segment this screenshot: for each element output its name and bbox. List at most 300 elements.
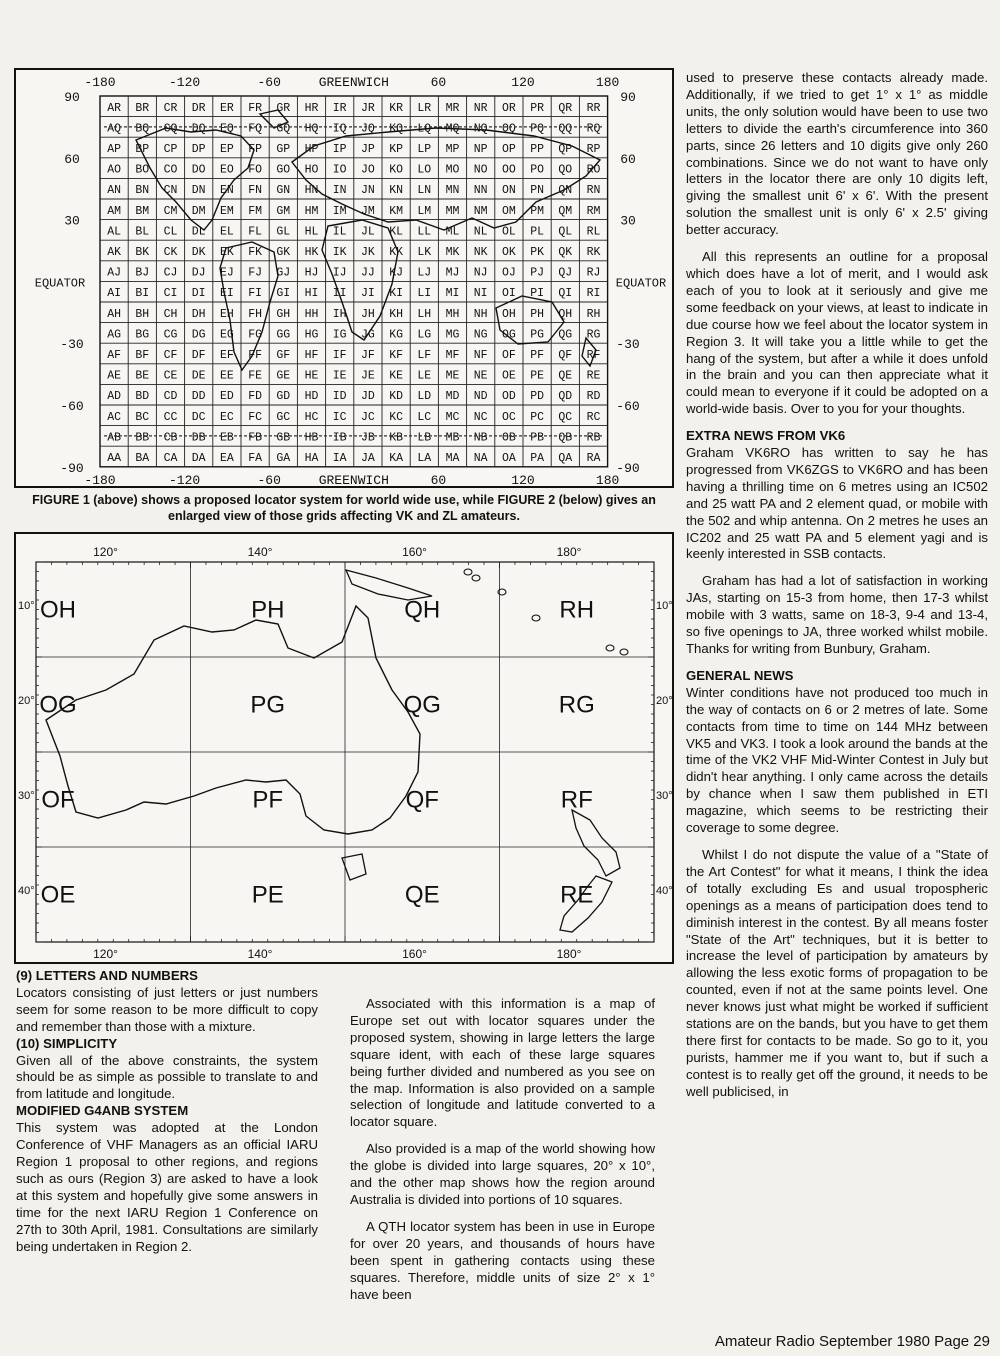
grid-cell-label: RR xyxy=(586,101,601,115)
grid-cell-label: GM xyxy=(276,204,291,218)
grid-cell-label: LC xyxy=(417,410,432,424)
bottom-longitude-label: 120 xyxy=(511,472,535,488)
para-whilst: Whilst I do not dispute the value of a "State of the Art Contest" for what it means, I think the idea of totally excluding Es and usual tropospheric openings as a means of participation does tend to diminish interest in the contest. By all means foster "State of the Art" techniques, but it is better to increase the level of participation by amateurs by allowing the less exotic forms of propagation to be counted, even if not at the same points level. One never knows just what might be worked if sufficient stations are on the bands, but you have to get them there first for contacts to be made. So go to it, you purists, hammer me if you want to, but if such a contest is to really get off the ground, it needs to be well publicised, in xyxy=(686,846,988,1099)
top-longitude-label: 180 xyxy=(595,75,620,90)
grid-cell-label: LF xyxy=(417,349,432,362)
para-graham-vk6ro: Graham VK6RO has written to say he has progressed from VK6ZGS to VK6RO and has been having a thrilling time on 6 metres using an IC502 and 25 watt PA and 2 element quad, or mobile with the 502 and whip antenna. On 2 metres he uses an IC202 and 25 watt PA and 5 element yagi and is keenly interested in SSB contacts. xyxy=(686,445,988,562)
locator-square-label: RF xyxy=(560,786,593,814)
grid-cell-label: HA xyxy=(304,452,319,465)
right-latitude-label: -90 xyxy=(616,460,640,476)
grid-cell-label: QO xyxy=(558,163,573,177)
grid-cell-label: PR xyxy=(530,101,545,115)
grid-cell-label: RE xyxy=(586,369,601,383)
grid-cell-label: OA xyxy=(501,452,516,465)
grid-cell-label: LR xyxy=(417,101,432,115)
grid-cell-label: AL xyxy=(107,225,122,239)
grid-cell-label: QI xyxy=(558,287,573,301)
grid-cell-label: JG xyxy=(360,328,375,342)
grid-cell-label: EK xyxy=(219,246,234,259)
grid-cell-label: BQ xyxy=(135,122,150,136)
grid-cell-label: FM xyxy=(248,204,263,218)
grid-cell-label: LL xyxy=(417,225,432,239)
grid-cell-label: HD xyxy=(304,390,319,404)
grid-cell-label: HK xyxy=(304,246,319,259)
grid-cell-label: OK xyxy=(501,246,516,259)
australia-outline xyxy=(46,606,420,834)
grid-cell-label: GJ xyxy=(276,266,291,280)
grid-cell-label: LQ xyxy=(417,122,432,136)
grid-cell-label: CD xyxy=(163,390,178,404)
grid-cell-label: LM xyxy=(417,204,432,218)
grid-cell-label: FN xyxy=(248,184,263,198)
heading-general-news: GENERAL NEWS xyxy=(686,667,794,683)
locator-square-label: RE xyxy=(560,881,594,909)
locator-square-label: RH xyxy=(559,596,595,624)
grid-cell-label: BM xyxy=(135,204,150,218)
left-latitude-label: 40° xyxy=(18,884,35,897)
grid-cell-label: DK xyxy=(191,246,206,259)
grid-cell-label: IK xyxy=(332,246,347,259)
grid-cell-label: NK xyxy=(473,246,488,259)
grid-cell-label: PL xyxy=(530,225,545,239)
grid-cell-label: DN xyxy=(191,184,206,198)
grid-cell-label: LA xyxy=(417,452,432,465)
grid-cell-label: PN xyxy=(530,184,545,198)
grid-cell-label: MQ xyxy=(445,122,460,136)
grid-cell-label: ML xyxy=(445,225,460,239)
grid-cell-label: EI xyxy=(219,287,234,301)
locator-square-label: QG xyxy=(403,691,441,719)
grid-cell-label: FQ xyxy=(248,122,263,136)
grid-cell-label: RD xyxy=(586,390,601,404)
grid-cell-label: MG xyxy=(445,328,460,342)
grid-cell-label: FL xyxy=(248,225,263,239)
figure-1-world-locator-grid xyxy=(14,68,674,488)
grid-cell-label: LH xyxy=(417,307,432,321)
grid-cell-label: BR xyxy=(135,101,150,115)
grid-cell-label: JO xyxy=(360,163,375,177)
grid-cell-label: GP xyxy=(276,143,291,156)
left-latitude-label: 30 xyxy=(64,213,80,229)
locator-square-label: PE xyxy=(251,881,284,909)
column-2 xyxy=(350,996,655,1303)
bottom-longitude-label: 180 xyxy=(595,472,620,488)
top-longitude-label: GREENWICH xyxy=(318,75,389,90)
grid-cell-label: AN xyxy=(107,184,122,198)
grid-cell-label: BA xyxy=(135,452,150,465)
left-latitude-label: -60 xyxy=(60,399,84,414)
grid-cell-label: IJ xyxy=(332,266,347,280)
grid-cell-label: JI xyxy=(360,287,375,301)
bottom-longitude-label: 120° xyxy=(93,947,118,961)
grid-cell-label: FR xyxy=(248,101,263,115)
grid-cell-label: PB xyxy=(530,431,545,445)
grid-cell-label: LI xyxy=(417,287,432,301)
grid-cell-label: BD xyxy=(135,390,150,404)
grid-cell-label: RK xyxy=(586,246,601,259)
right-latitude-label: EQUATOR xyxy=(615,276,667,291)
grid-cell-label: CH xyxy=(163,307,178,321)
grid-cell-label: GL xyxy=(276,225,291,239)
grid-cell-label: EL xyxy=(219,225,234,239)
grid-cell-label: OH xyxy=(501,307,516,321)
grid-cell-label: QG xyxy=(558,328,573,342)
grid-cell-label: LE xyxy=(417,369,432,383)
heading-simplicity: (10) SIMPLICITY xyxy=(16,1035,118,1051)
grid-cell-label: PH xyxy=(530,307,545,321)
grid-cell-label: OR xyxy=(501,101,516,115)
grid-cell-label: GO xyxy=(276,163,291,177)
grid-cell-label: MB xyxy=(445,431,460,445)
grid-cell-label: IH xyxy=(332,307,347,321)
grid-cell-label: CQ xyxy=(163,122,178,136)
grid-cell-label: GB xyxy=(276,431,291,445)
grid-cell-label: IE xyxy=(332,369,347,383)
top-longitude-label: 60 xyxy=(430,75,447,90)
grid-cell-label: OI xyxy=(501,287,516,301)
grid-cell-label: FA xyxy=(248,452,263,465)
grid-cell-label: PI xyxy=(530,287,545,301)
grid-cell-label: RI xyxy=(586,287,601,301)
grid-cell-label: KH xyxy=(389,307,404,321)
grid-cell-label: CA xyxy=(163,452,178,465)
para-simplicity: Given all of the above constraints, the system should be as simple as possible to translate to and from latitude and longitude. xyxy=(16,1052,318,1102)
grid-cell-label: BO xyxy=(135,163,150,177)
nz-north-island xyxy=(572,810,620,876)
para-graham-ja: Graham has had a lot of satisfaction in working JAs, starting on 15-3 from home, then 17-3 whilst mobile with 3 watts, same on 18-3, 9-4 and 13-4, so five openings to JA, three worked whilst mobile. Thanks for writing from Bunbury, Graham. xyxy=(686,573,988,656)
grid-cell-label: JB xyxy=(360,431,375,445)
column-1 xyxy=(16,968,318,1255)
grid-cell-label: HL xyxy=(304,225,319,239)
grid-cell-label: CC xyxy=(163,410,178,424)
grid-cell-label: RL xyxy=(586,225,601,239)
grid-cell-label: RN xyxy=(586,184,601,198)
grid-cell-label: PQ xyxy=(530,122,545,136)
grid-cell-label: KO xyxy=(389,163,404,177)
grid-cell-label: KG xyxy=(389,328,404,342)
grid-cell-label: AH xyxy=(107,307,122,321)
grid-cell-label: MI xyxy=(445,287,460,301)
grid-cell-label: CN xyxy=(163,184,178,198)
grid-cell-label: FO xyxy=(248,163,263,177)
top-longitude-label: 120° xyxy=(93,545,118,559)
bottom-longitude-label: -120 xyxy=(168,472,201,488)
right-latitude-label: 30° xyxy=(656,789,673,802)
right-latitude-label: 60 xyxy=(620,151,636,167)
grid-cell-label: EP xyxy=(219,143,234,156)
grid-cell-label: QD xyxy=(558,390,573,404)
grid-cell-label: PC xyxy=(530,410,545,424)
grid-cell-label: GN xyxy=(276,184,291,198)
grid-cell-label: HG xyxy=(304,328,319,342)
grid-cell-label: RB xyxy=(586,431,601,445)
grid-cell-label: MD xyxy=(445,390,460,404)
grid-cell-label: LD xyxy=(417,390,432,404)
grid-cell-label: AK xyxy=(107,246,122,259)
grid-cell-label: IN xyxy=(332,184,347,198)
grid-cell-label: QP xyxy=(558,143,573,156)
grid-cell-label: MJ xyxy=(445,266,460,280)
figure-2-australia-grid xyxy=(14,532,674,964)
grid-cell-label: GQ xyxy=(276,122,291,136)
grid-cell-label: NL xyxy=(473,225,488,239)
grid-cell-label: KI xyxy=(389,287,404,301)
grid-cell-label: GE xyxy=(276,369,291,383)
grid-cell-label: OD xyxy=(501,390,516,404)
grid-cell-label: FH xyxy=(248,307,263,321)
grid-cell-label: OC xyxy=(501,410,516,424)
grid-cell-label: RO xyxy=(586,163,601,177)
grid-cell-label: DG xyxy=(191,328,206,342)
grid-cell-label: EQ xyxy=(219,122,234,136)
grid-cell-label: PO xyxy=(530,163,545,177)
world-grid-svg xyxy=(16,70,676,490)
right-latitude-label: 40° xyxy=(656,884,673,897)
grid-cell-label: DB xyxy=(191,431,206,445)
right-latitude-label: 90 xyxy=(620,90,636,105)
grid-cell-label: CL xyxy=(163,225,178,239)
grid-cell-label: HN xyxy=(304,184,319,198)
grid-cell-label: CK xyxy=(163,246,178,259)
figure-caption: FIGURE 1 (above) shows a proposed locator system for world wide use, while FIGURE 2 (below) gives an enlarged view of those grids affecting VK and ZL amateurs. xyxy=(32,493,656,523)
grid-cell-label: ME xyxy=(445,369,460,383)
grid-cell-label: IQ xyxy=(332,122,347,136)
grid-cell-label: IP xyxy=(332,143,347,156)
locator-square-label: QF xyxy=(405,786,439,814)
grid-cell-label: IF xyxy=(332,349,347,362)
grid-cell-label: JA xyxy=(360,452,375,465)
grid-cell-label: GK xyxy=(276,246,291,259)
grid-cell-label: EB xyxy=(219,431,234,445)
grid-cell-label: FG xyxy=(248,328,263,342)
grid-cell-label: HJ xyxy=(304,266,319,280)
top-longitude-label: -180 xyxy=(84,75,116,90)
grid-cell-label: ON xyxy=(501,184,516,198)
locator-square-label: QH xyxy=(404,596,441,624)
grid-cell-label: QQ xyxy=(558,122,573,136)
grid-cell-label: BN xyxy=(135,184,150,198)
grid-cell-label: HF xyxy=(304,349,319,362)
grid-cell-label: PD xyxy=(530,390,545,404)
grid-cell-label: CP xyxy=(163,143,178,156)
locator-square-label: OH xyxy=(40,596,76,624)
grid-cell-label: FJ xyxy=(248,266,263,280)
grid-cell-label: QJ xyxy=(558,266,573,280)
grid-cell-label: QK xyxy=(558,246,573,259)
grid-cell-label: GH xyxy=(276,307,291,321)
grid-cell-label: OM xyxy=(501,204,516,218)
grid-cell-label: NF xyxy=(473,349,488,362)
top-longitude-label: 180° xyxy=(556,545,582,559)
grid-cell-label: FI xyxy=(248,287,263,301)
grid-cell-label: EF xyxy=(219,349,234,362)
grid-cell-label: EA xyxy=(219,452,234,465)
grid-cell-label: JE xyxy=(360,369,375,383)
grid-cell-label: IM xyxy=(332,204,347,218)
grid-cell-label: HP xyxy=(304,143,319,156)
grid-cell-label: AJ xyxy=(107,266,122,280)
grid-cell-label: OL xyxy=(501,225,516,239)
grid-cell-label: BJ xyxy=(135,266,150,280)
grid-cell-label: EH xyxy=(219,307,234,321)
grid-cell-label: HH xyxy=(304,307,319,321)
grid-cell-label: LB xyxy=(417,431,432,445)
grid-cell-label: DQ xyxy=(191,122,206,136)
grid-cell-label: EC xyxy=(219,410,234,424)
locator-square-label: RG xyxy=(558,691,595,719)
grid-cell-label: HB xyxy=(304,431,319,445)
grid-cell-label: BL xyxy=(135,225,150,239)
grid-cell-label: DJ xyxy=(191,266,206,280)
grid-cell-label: IO xyxy=(332,163,347,177)
grid-cell-label: DF xyxy=(191,349,206,362)
grid-cell-label: KJ xyxy=(389,266,404,280)
grid-cell-label: EE xyxy=(219,369,234,383)
para-associated: Associated with this information is a map of Europe set out with locator squares under the proposed system, showing in large letters the large square ident, with each of these large squares being further divided and numbered as you see on the map. Information is also provided on a sample selection of longitude and latitude converted to a locator square. xyxy=(350,996,655,1130)
para-qth-locator: A QTH locator system has been in use in Europe for over 20 years, and thousands of hours have been spent in gathering contacts using these squares. Therefore, middle units of size 2° x 1° have been xyxy=(350,1218,655,1302)
grid-cell-label: KM xyxy=(389,204,404,218)
grid-cell-label: NB xyxy=(473,431,488,445)
grid-cell-label: CR xyxy=(163,101,178,115)
grid-cell-label: DI xyxy=(191,287,206,301)
bottom-longitude-label: 160° xyxy=(402,947,427,961)
grid-cell-label: QF xyxy=(558,349,573,362)
grid-cell-label: NN xyxy=(473,184,488,198)
grid-cell-label: AP xyxy=(107,143,122,156)
grid-cell-label: EG xyxy=(219,328,234,342)
grid-cell-label: II xyxy=(332,287,347,301)
grid-cell-label: JF xyxy=(360,349,375,362)
grid-cell-label: KR xyxy=(389,101,404,115)
grid-cell-label: IR xyxy=(332,101,347,115)
grid-cell-label: EJ xyxy=(219,266,234,280)
grid-cell-label: OE xyxy=(501,369,516,383)
grid-cell-label: JC xyxy=(360,410,375,424)
grid-cell-label: PG xyxy=(530,328,545,342)
heading-extra-news: EXTRA NEWS FROM VK6 xyxy=(686,428,846,444)
grid-cell-label: HO xyxy=(304,163,319,177)
grid-cell-label: BG xyxy=(135,328,150,342)
grid-cell-label: CJ xyxy=(163,266,178,280)
grid-cell-label: EO xyxy=(219,163,234,177)
grid-cell-label: GD xyxy=(276,390,291,404)
heading-letters-numbers: (9) LETTERS AND NUMBERS xyxy=(16,968,198,983)
grid-cell-label: GI xyxy=(276,287,291,301)
grid-cell-label: RH xyxy=(586,307,601,321)
grid-cell-label: KD xyxy=(389,390,404,404)
left-latitude-label: EQUATOR xyxy=(34,276,86,291)
left-latitude-label: 90 xyxy=(64,90,80,105)
grid-cell-label: PM xyxy=(530,204,545,218)
grid-cell-label: DD xyxy=(191,390,206,404)
bottom-longitude-label: 180° xyxy=(556,947,582,961)
grid-cell-label: MN xyxy=(445,184,460,198)
grid-cell-label: IC xyxy=(332,410,347,424)
grid-cell-label: GF xyxy=(276,349,291,362)
locator-square-label: OG xyxy=(39,691,77,719)
island-outline xyxy=(620,649,628,655)
grid-cell-label: BP xyxy=(135,143,150,156)
grid-cell-label: QR xyxy=(558,101,573,115)
grid-cell-label: NC xyxy=(473,410,488,424)
island-outline xyxy=(464,569,472,575)
grid-cell-label: LN xyxy=(417,184,432,198)
grid-cell-label: HR xyxy=(304,101,319,115)
grid-cell-label: IA xyxy=(332,452,347,465)
grid-cell-label: CE xyxy=(163,369,178,383)
grid-cell-label: RC xyxy=(586,410,601,424)
grid-cell-label: DC xyxy=(191,410,206,424)
grid-cell-label: BK xyxy=(135,246,150,259)
grid-cell-label: QM xyxy=(558,204,573,218)
grid-cell-label: JJ xyxy=(360,266,375,280)
grid-cell-label: RP xyxy=(586,143,601,156)
grid-cell-label: PF xyxy=(530,349,545,362)
right-latitude-label: -60 xyxy=(616,399,640,414)
island-outline xyxy=(532,615,540,621)
grid-cell-label: NR xyxy=(473,101,488,115)
grid-cell-label: IL xyxy=(332,225,347,239)
grid-cell-label: QE xyxy=(558,369,573,383)
grid-cell-label: PJ xyxy=(530,266,545,280)
grid-cell-label: NO xyxy=(473,163,488,177)
grid-cell-label: RM xyxy=(586,204,601,218)
grid-cell-label: RF xyxy=(586,349,601,362)
grid-cell-label: JR xyxy=(360,101,375,115)
left-latitude-label: 20° xyxy=(18,694,35,707)
grid-cell-label: AA xyxy=(107,452,122,465)
grid-cell-label: LG xyxy=(417,328,432,342)
grid-cell-label: AI xyxy=(107,287,122,301)
grid-cell-label: AR xyxy=(107,101,122,115)
left-latitude-label: -30 xyxy=(60,337,84,353)
grid-cell-label: JK xyxy=(360,246,375,259)
grid-cell-label: LK xyxy=(417,246,432,259)
grid-cell-label: EM xyxy=(219,204,234,218)
grid-cell-label: EN xyxy=(219,184,234,198)
grid-cell-label: BB xyxy=(135,431,150,445)
right-latitude-label: 10° xyxy=(656,599,673,612)
grid-cell-label: QB xyxy=(558,431,573,445)
grid-cell-label: NP xyxy=(473,143,488,156)
grid-cell-label: JN xyxy=(360,184,375,198)
grid-cell-label: DP xyxy=(191,143,206,156)
bottom-longitude-label: -180 xyxy=(84,472,116,488)
grid-cell-label: GG xyxy=(276,328,291,342)
grid-cell-label: MC xyxy=(445,410,460,424)
para-also-provided: Also provided is a map of the world showing how the globe is divided into large squares, 20° x 10°, and the other map shows how the region around Australia is divided into portions of 10 squares. xyxy=(350,1141,655,1207)
grid-cell-label: FB xyxy=(248,431,263,445)
top-longitude-label: -120 xyxy=(168,75,201,90)
grid-cell-label: NG xyxy=(473,328,488,342)
grid-cell-label: DA xyxy=(191,452,206,465)
grid-cell-label: NH xyxy=(473,307,488,321)
top-longitude-label: -60 xyxy=(257,75,281,90)
bottom-longitude-label: -60 xyxy=(257,472,281,488)
grid-cell-label: QN xyxy=(558,184,573,198)
grid-cell-label: OP xyxy=(501,143,516,156)
grid-cell-label: KE xyxy=(389,369,404,383)
locator-square-label: OE xyxy=(40,881,76,909)
grid-cell-label: HC xyxy=(304,410,319,424)
bottom-longitude-label: GREENWICH xyxy=(318,472,389,488)
grid-cell-label: AF xyxy=(107,349,122,362)
grid-cell-label: AD xyxy=(107,390,122,404)
left-latitude-label: -90 xyxy=(60,460,84,476)
page-footer: Amateur Radio September 1980 Page 29 xyxy=(714,1333,990,1350)
column-3 xyxy=(686,70,988,1101)
para-winter-conditions: Winter conditions have not produced too much in the way of contacts on 6 or 2 metres of late. Some contacts from time to time on 144 MHz between VK5 and VK3. I took a look around the bands at the time of the VK2 VHF Mid-Winter Contest in July but didn't hear anything. I only came across the details by chance when I saw them published in ETI magazine, which seems to be restricting their coverage to some degree. xyxy=(686,684,988,836)
